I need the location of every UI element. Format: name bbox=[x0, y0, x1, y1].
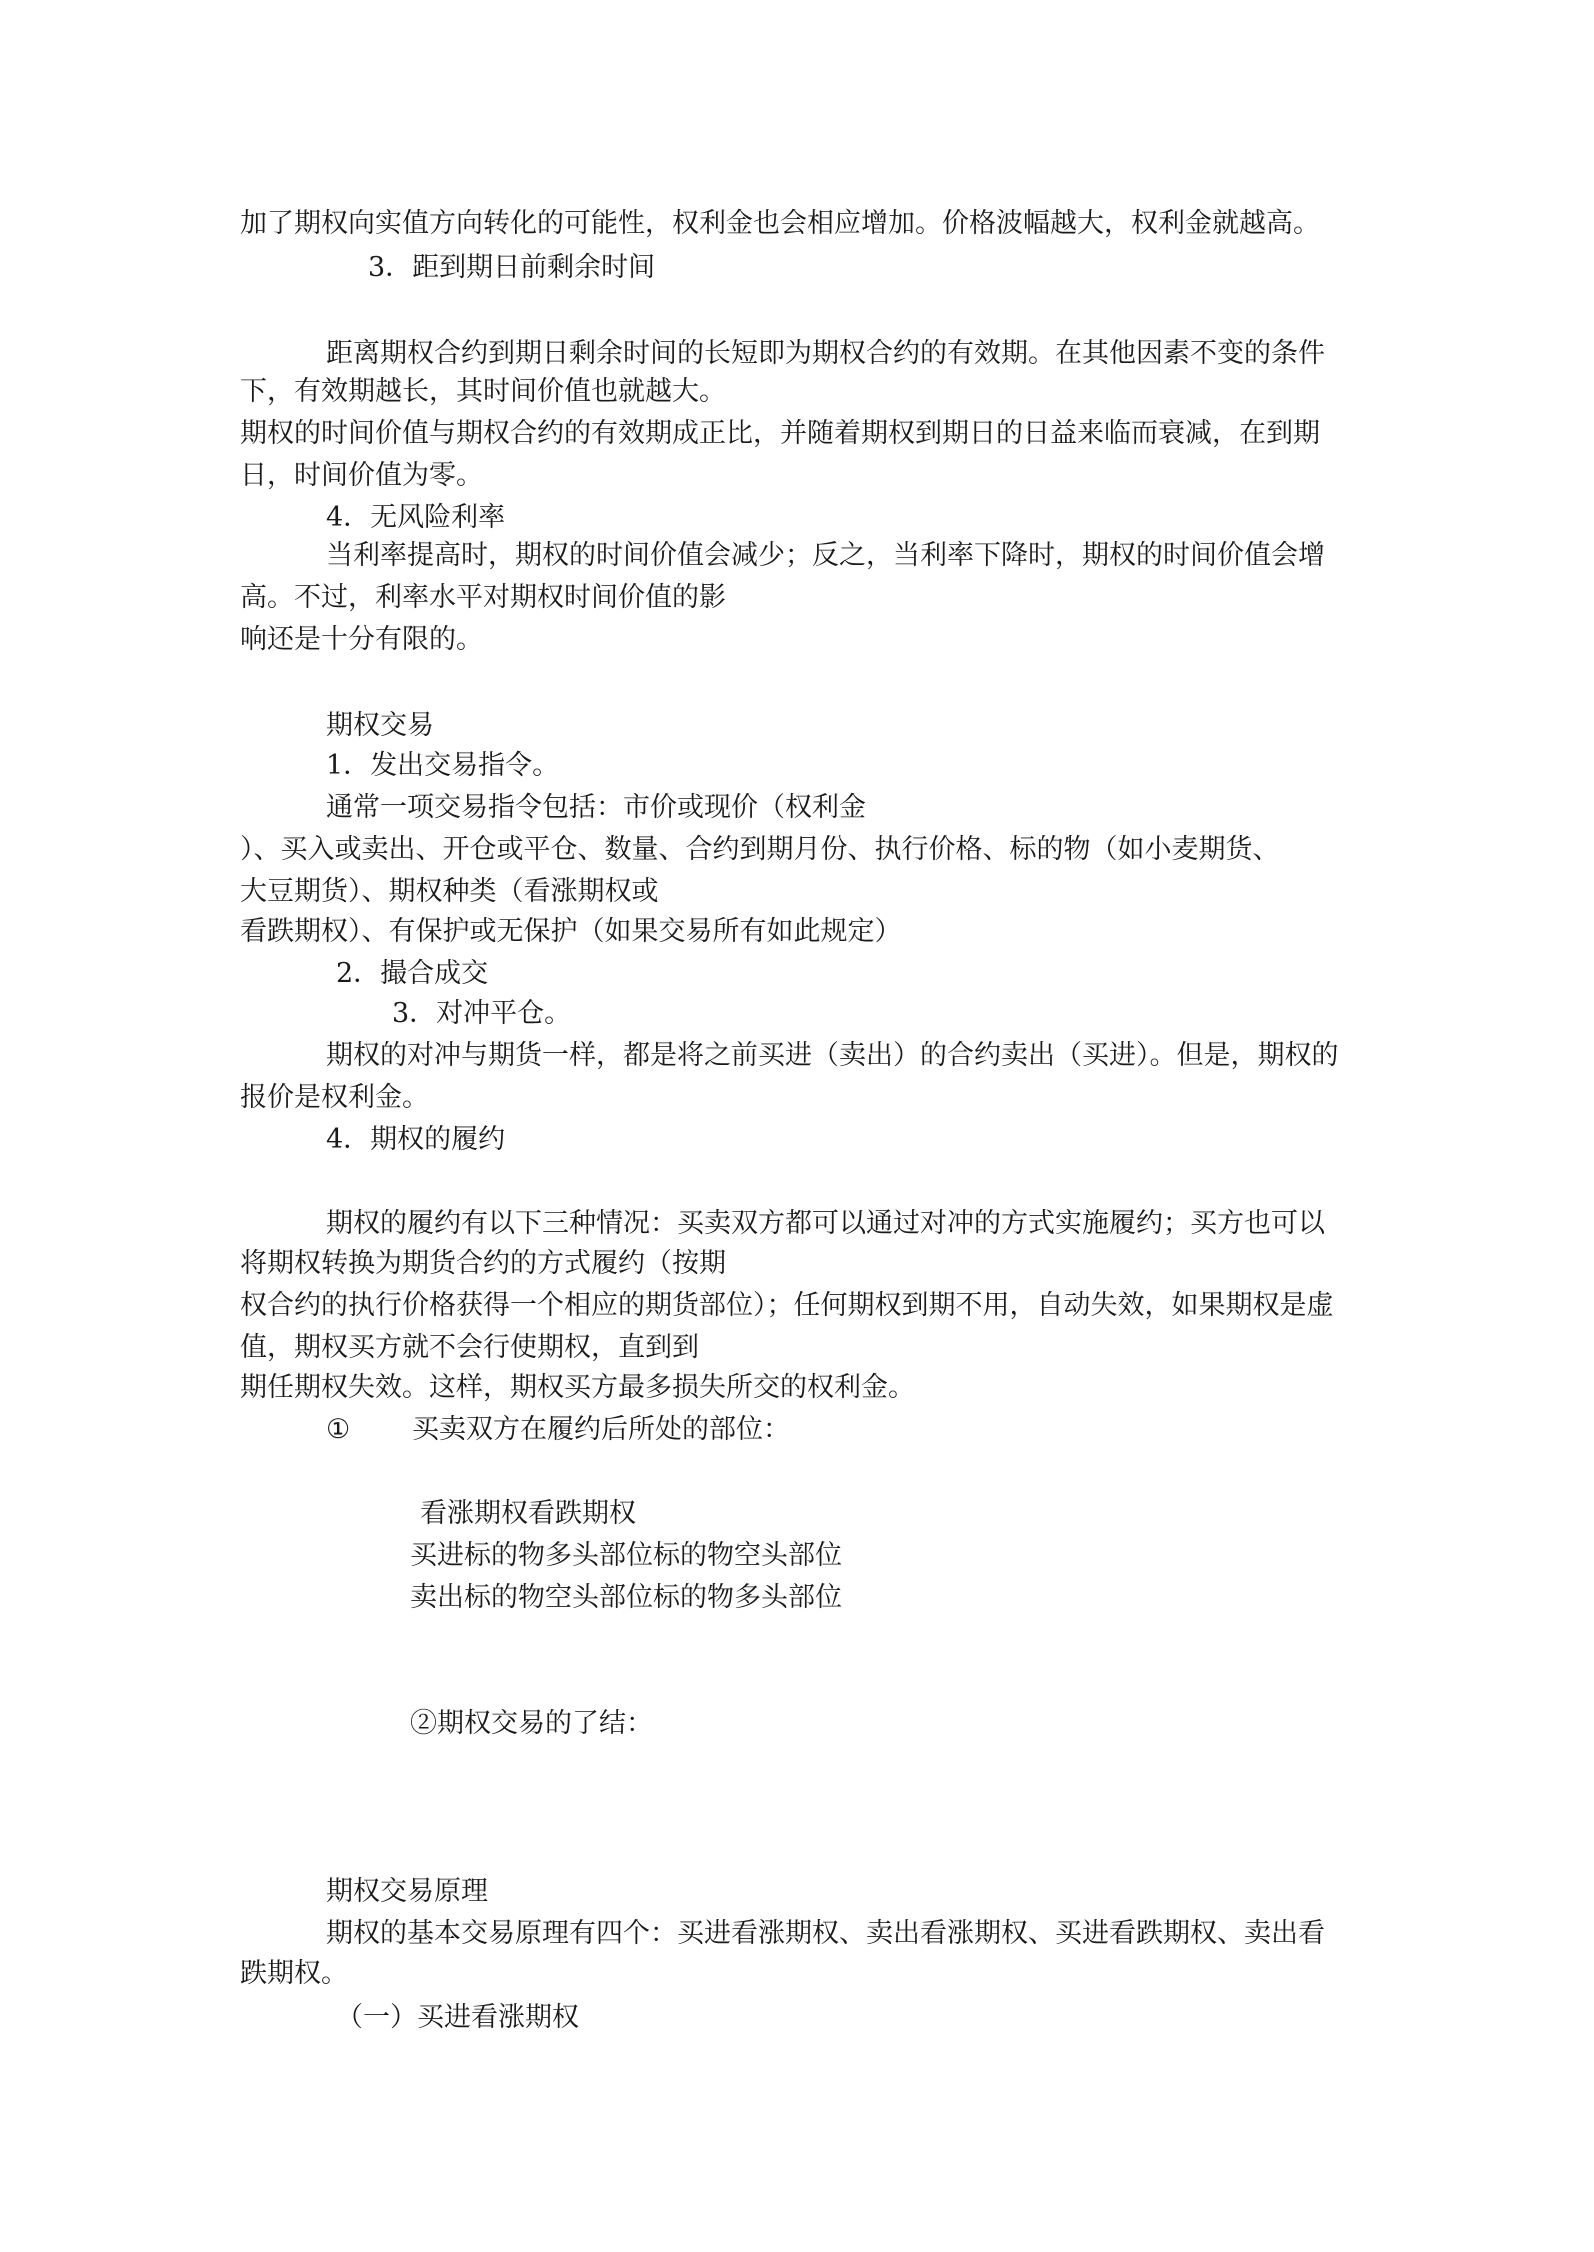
paragraph-line: 报价是权利金。 bbox=[240, 1082, 429, 1113]
section-heading: 4．无风险利率 bbox=[326, 502, 506, 533]
section-heading: （一）买进看涨期权 bbox=[336, 2002, 579, 2033]
table-header: 看涨期权看跌期权 bbox=[420, 1498, 636, 1529]
section-heading: 4．期权的履约 bbox=[326, 1124, 506, 1155]
list-item-text: 买卖双方在履约后所处的部位： bbox=[412, 1414, 790, 1445]
section-heading: 2．撮合成交 bbox=[336, 958, 489, 989]
paragraph-line: 跌期权。 bbox=[240, 1958, 348, 1989]
paragraph-line: 值，期权买方就不会行使期权，直到到 bbox=[240, 1332, 699, 1363]
paragraph-line: 看跌期权）、有保护或无保护（如果交易所有如此规定） bbox=[240, 916, 902, 947]
paragraph-line: 将期权转换为期货合约的方式履约（按期 bbox=[240, 1248, 726, 1279]
list-item: ②期权交易的了结： bbox=[410, 1708, 653, 1739]
paragraph-line: 期权的基本交易原理有四个：买进看涨期权、卖出看涨期权、买进看跌期权、卖出看 bbox=[326, 1918, 1325, 1949]
section-title: 期权交易 bbox=[326, 710, 434, 741]
paragraph-line: 加了期权向实值方向转化的可能性，权利金也会相应增加。价格波幅越大，权利金就越高。 bbox=[240, 208, 1320, 239]
paragraph-line: 期任期权失效。这样，期权买方最多损失所交的权利金。 bbox=[240, 1372, 915, 1403]
paragraph-line: 响还是十分有限的。 bbox=[240, 624, 483, 655]
paragraph-line: 通常一项交易指令包括：市价或现价（权利金 bbox=[326, 792, 866, 823]
paragraph-line: 当利率提高时，期权的时间价值会减少；反之，当利率下降时，期权的时间价值会增 bbox=[326, 540, 1325, 571]
section-heading: 3．对冲平仓。 bbox=[392, 998, 572, 1029]
paragraph-line: 距离期权合约到期日剩余时间的长短即为期权合约的有效期。在其他因素不变的条件 bbox=[326, 338, 1325, 369]
paragraph-line: 期权的履约有以下三种情况：买卖双方都可以通过对冲的方式实施履约；买方也可以 bbox=[326, 1208, 1325, 1239]
paragraph-line: 期权的时间价值与期权合约的有效期成正比，并随着期权到期日的日益来临而衰减，在到期 bbox=[240, 418, 1320, 449]
list-item bbox=[326, 1412, 790, 1448]
circled-number: ① bbox=[326, 1414, 351, 1445]
section-heading: 3．距到期日前剩余时间 bbox=[368, 252, 656, 283]
paragraph-line: 日，时间价值为零。 bbox=[240, 460, 483, 491]
paragraph-line: 高。不过，利率水平对期权时间价值的影 bbox=[240, 582, 726, 613]
paragraph-line: ）、买入或卖出、开仓或平仓、数量、合约到期月份、执行价格、标的物（如小麦期货、 bbox=[240, 834, 1280, 865]
table-row: 卖出标的物空头部位标的物多头部位 bbox=[410, 1582, 842, 1613]
paragraph-line: 大豆期货）、期权种类（看涨期权或 bbox=[240, 876, 659, 907]
paragraph-line: 下，有效期越长，其时间价值也就越大。 bbox=[240, 376, 726, 407]
section-title: 期权交易原理 bbox=[326, 1876, 488, 1907]
section-heading: 1．发出交易指令。 bbox=[326, 750, 560, 781]
paragraph-line: 权合约的执行价格获得一个相应的期货部位）；任何期权到期不用，自动失效，如果期权是虚 bbox=[240, 1290, 1334, 1321]
table-row: 买进标的物多头部位标的物空头部位 bbox=[410, 1540, 842, 1571]
paragraph-line: 期权的对冲与期货一样，都是将之前买进（卖出）的合约卖出（买进）。但是，期权的 bbox=[326, 1040, 1339, 1071]
